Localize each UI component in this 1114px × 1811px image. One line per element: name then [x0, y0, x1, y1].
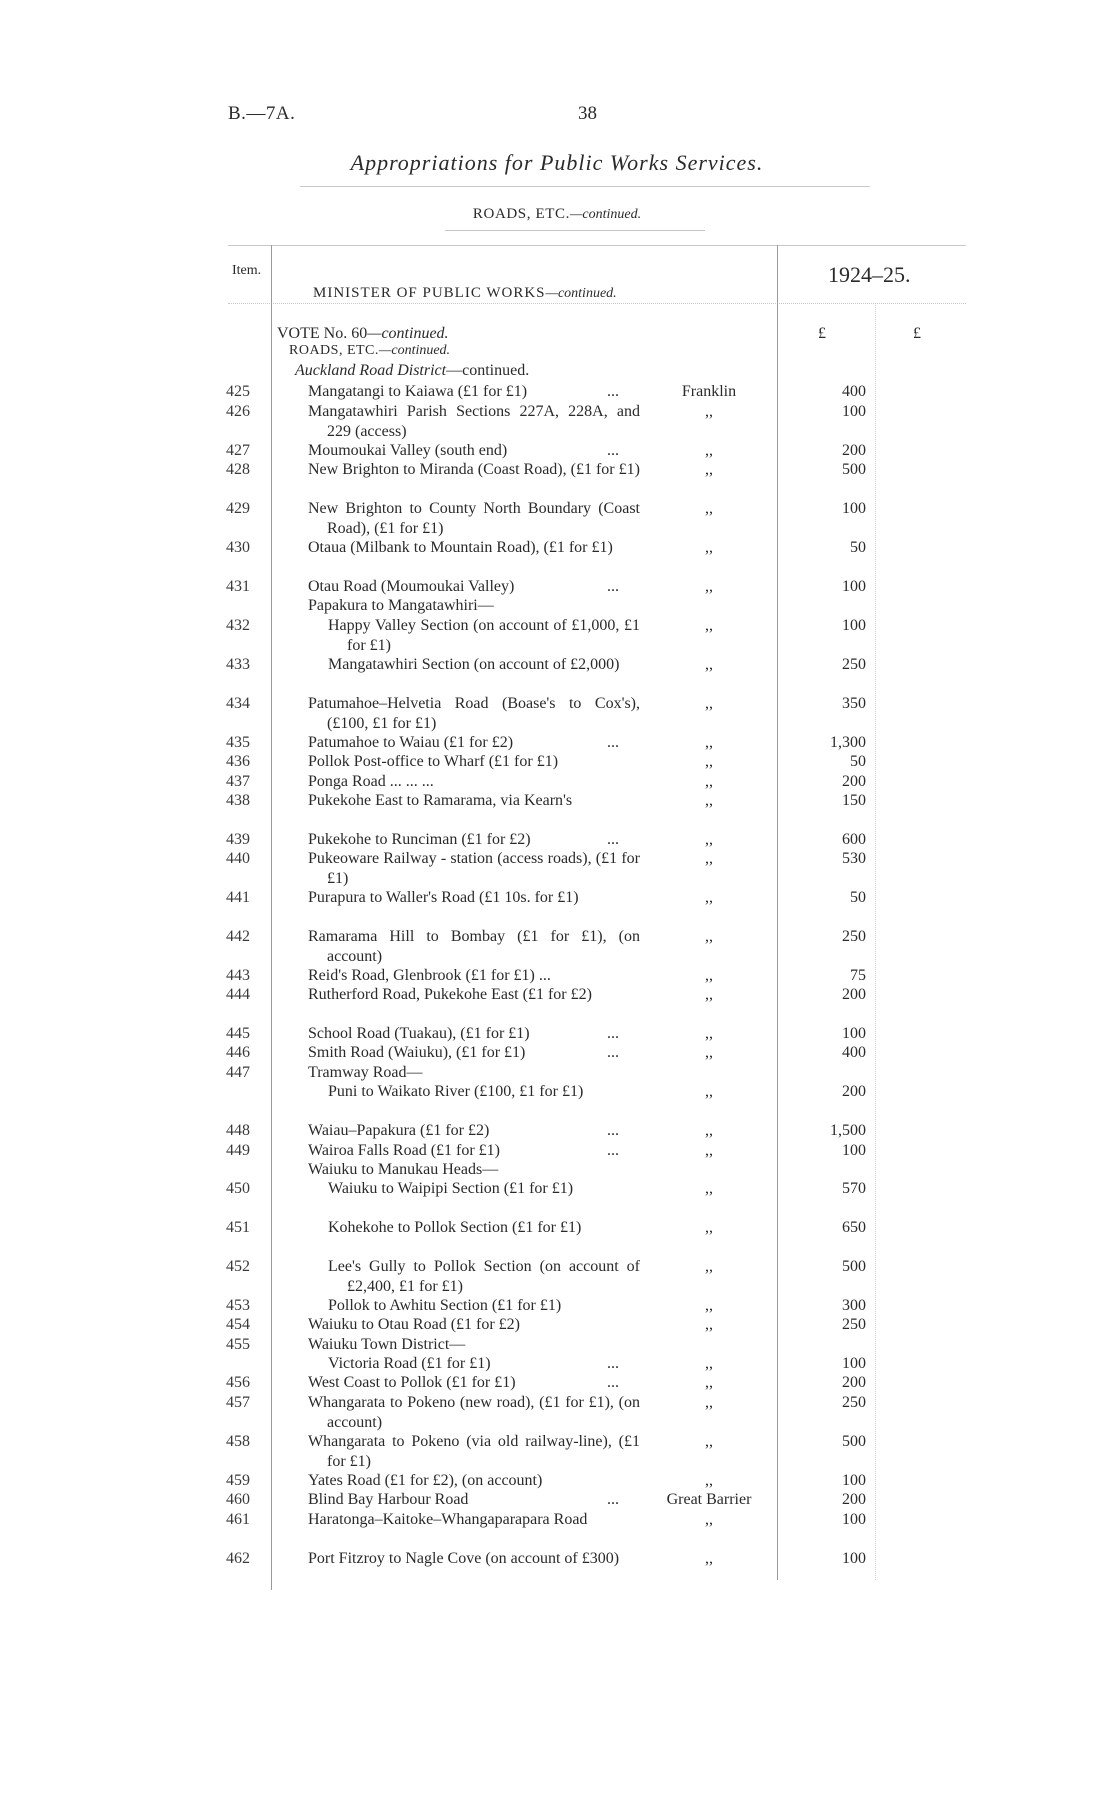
item-description [328, 1082, 640, 1102]
item-description-text: Waiuku Town District— [308, 1336, 466, 1353]
county-name: ,, [705, 500, 713, 517]
amount: 200 [842, 986, 866, 1003]
item-number: 449 [226, 1142, 250, 1159]
item-description [308, 538, 640, 558]
subtitle-main: ROADS, ETC. [472, 206, 570, 222]
leader-dots: ... [607, 1355, 619, 1372]
item-number: 456 [226, 1374, 250, 1391]
item-description [308, 772, 640, 792]
item-number: 437 [226, 773, 250, 790]
amount: 500 [842, 1258, 866, 1275]
item-description-text: Waiuku to Otau Road (£1 for £2) [308, 1316, 520, 1333]
county-name: ,, [705, 1258, 713, 1275]
county-name: ,, [705, 1083, 713, 1100]
item-description-text: Reid's Road, Glenbrook (£1 for £1) ... [308, 967, 551, 984]
item-description-text: Pukeoware Railway - station (access roads), (£1 for £1) [308, 850, 640, 887]
item-number: 453 [226, 1297, 250, 1314]
amount: 100 [842, 403, 866, 420]
district-main: Auckland Road District [295, 362, 447, 379]
leader-dots: ... [607, 1491, 619, 1508]
item-number: 446 [226, 1044, 250, 1061]
item-description [308, 849, 640, 888]
leader-dots: ... [607, 1122, 619, 1139]
item-description [328, 1354, 640, 1374]
county-name: ,, [705, 1433, 713, 1450]
item-description-text: Patumahoe to Waiau (£1 for £2) [308, 734, 514, 751]
county-name: ,, [705, 1511, 713, 1528]
item-description-text: Papakura to Mangatawhiri— [308, 597, 494, 614]
county-name: ,, [705, 928, 713, 945]
item-number: 451 [226, 1219, 250, 1236]
item-description [308, 1024, 640, 1044]
item-description-text: Puni to Waikato River (£100, £1 for £1) [328, 1083, 584, 1100]
leader-dots: ... [607, 1044, 619, 1061]
item-number: 430 [226, 539, 250, 556]
item-description-text: Haratonga–Kaitoke–Whangaparapara Road [308, 1511, 588, 1528]
item-description [308, 1121, 640, 1141]
item-description [328, 616, 640, 655]
amount: 100 [842, 500, 866, 517]
amount: 150 [842, 792, 866, 809]
county-name: ,, [705, 656, 713, 673]
item-number: 445 [226, 1025, 250, 1042]
column-header-item: Item. [232, 263, 262, 278]
item-description [308, 1549, 640, 1569]
item-description-text: Rutherford Road, Pukekohe East (£1 for £2) [308, 986, 592, 1003]
item-description [308, 441, 640, 461]
county-name: ,, [705, 1472, 713, 1489]
county-name: ,, [705, 889, 713, 906]
amount: 200 [842, 773, 866, 790]
item-description-text: Mangatawhiri Section (on account of £2,000) [328, 656, 620, 673]
item-description-text: Yates Road (£1 for £2), (on account) [308, 1472, 543, 1489]
item-description [308, 985, 640, 1005]
item-description-text: Tramway Road— [308, 1064, 423, 1081]
page-code: B.—7A. [228, 103, 296, 124]
item-number: 432 [226, 617, 250, 634]
item-description-text: Mangatawhiri Parish Sections 227A, 228A, and 229 (access) [308, 403, 640, 440]
county-name: ,, [705, 1297, 713, 1314]
amount: 650 [842, 1219, 866, 1236]
district-heading [295, 362, 529, 380]
leader-dots: ... [607, 442, 619, 459]
amount: 530 [842, 850, 866, 867]
item-number: 450 [226, 1180, 250, 1197]
item-description-text: Patumahoe–Helvetia Road (Boase's to Cox's), (£100, £1 for £1) [308, 695, 640, 732]
item-description-text: Waiau–Papakura (£1 for £2) [308, 1122, 490, 1139]
amount: 250 [842, 1394, 866, 1411]
item-description [328, 1257, 640, 1296]
item-number: 440 [226, 850, 250, 867]
item-description-text: Pukekohe East to Ramarama, via Kearn's [308, 792, 573, 809]
item-number: 438 [226, 792, 250, 809]
minister-main: MINISTER OF PUBLIC WORKS [313, 285, 546, 301]
amount: 600 [842, 831, 866, 848]
item-description-text: Purapura to Waller's Road (£1 10s. for £1) [308, 889, 579, 906]
county-name: ,, [705, 403, 713, 420]
item-number: 454 [226, 1316, 250, 1333]
item-description [308, 577, 640, 597]
item-number: 452 [226, 1258, 250, 1275]
item-number: 447 [226, 1064, 250, 1081]
item-number: 425 [226, 383, 250, 400]
item-description-text: Whangarata to Pokeno (new road), (£1 for £1), (on account) [308, 1394, 640, 1431]
item-description [308, 888, 640, 908]
county-name: ,, [705, 986, 713, 1003]
item-description-text: Kohekohe to Pollok Section (£1 for £1) [328, 1219, 582, 1236]
subtitle-cont: —continued. [569, 207, 642, 222]
item-description-text: Smith Road (Waiuku), (£1 for £1) [308, 1044, 526, 1061]
column-header-year: 1924–25. [828, 262, 911, 287]
amount: 200 [842, 442, 866, 459]
column-divider-county [777, 245, 778, 1580]
county-name: ,, [705, 617, 713, 634]
amount: 200 [842, 1491, 866, 1508]
item-number: 429 [226, 500, 250, 517]
roads-cont: —continued. [378, 343, 451, 358]
item-description [328, 655, 640, 675]
item-number: 461 [226, 1511, 250, 1528]
leader-dots: ... [607, 1142, 619, 1159]
amount: 250 [842, 656, 866, 673]
item-number: 444 [226, 986, 250, 1003]
county-name: ,, [705, 792, 713, 809]
item-description-text: Victoria Road (£1 for £1) [328, 1355, 491, 1372]
leader-dots: ... [607, 1374, 619, 1391]
item-description-text: Wairoa Falls Road (£1 for £1) [308, 1142, 500, 1159]
county-name: ,, [705, 773, 713, 790]
county-name: Franklin [681, 383, 737, 400]
item-description [308, 1471, 640, 1491]
item-number: 462 [226, 1550, 250, 1567]
item-description [308, 752, 640, 772]
county-name: ,, [705, 578, 713, 595]
item-description-text: Otau Road (Moumoukai Valley) [308, 578, 515, 595]
amount: 500 [842, 461, 866, 478]
item-description-text: West Coast to Pollok (£1 for £1) [308, 1374, 516, 1391]
subtitle-rule [445, 230, 705, 231]
county-name: ,, [705, 1180, 713, 1197]
county-name: ,, [705, 1355, 713, 1372]
amount: 100 [842, 578, 866, 595]
county-name: ,, [705, 695, 713, 712]
item-description [308, 1335, 640, 1355]
item-description [308, 1432, 640, 1471]
item-number: 460 [226, 1491, 250, 1508]
item-description [308, 499, 640, 538]
item-description-text: Otaua (Milbank to Mountain Road), (£1 for £1) [308, 539, 613, 556]
item-number: 427 [226, 442, 250, 459]
item-number: 441 [226, 889, 250, 906]
amount: 50 [850, 539, 866, 556]
table-header-rule [228, 303, 966, 304]
item-number: 436 [226, 753, 250, 770]
amount: 1,500 [830, 1122, 866, 1139]
amount: 50 [850, 889, 866, 906]
amount: 250 [842, 1316, 866, 1333]
item-description [308, 1490, 640, 1510]
county-name: ,, [705, 1394, 713, 1411]
item-description-text: Pollok to Awhitu Section (£1 for £1) [328, 1297, 562, 1314]
item-description-text: Blind Bay Harbour Road [308, 1491, 469, 1508]
amount: 300 [842, 1297, 866, 1314]
item-description [308, 694, 640, 733]
item-description [308, 791, 640, 811]
county-name: ,, [705, 1025, 713, 1042]
leader-dots: ... [607, 1025, 619, 1042]
item-description [308, 382, 640, 402]
item-description [308, 830, 640, 850]
county-name: ,, [705, 734, 713, 751]
item-description [308, 966, 640, 986]
county-name: ,, [705, 831, 713, 848]
county-name: ,, [705, 1550, 713, 1567]
county-name: ,, [705, 1316, 713, 1333]
item-number: 458 [226, 1433, 250, 1450]
county-name: ,, [705, 539, 713, 556]
county-name: ,, [705, 442, 713, 459]
pound-sign-amount: £ [818, 325, 826, 342]
item-number: 435 [226, 734, 250, 751]
item-description [308, 1393, 640, 1432]
item-description-text: Lee's Gully to Pollok Section (on account of £2,400, £1 for £1) [328, 1258, 640, 1295]
item-description [308, 402, 640, 441]
item-number: 455 [226, 1336, 250, 1353]
item-description [308, 733, 640, 753]
item-description [308, 1510, 640, 1530]
page-title: Appropriations for Public Works Services. [350, 150, 764, 175]
item-number: 439 [226, 831, 250, 848]
amount: 100 [842, 1550, 866, 1567]
item-description [308, 1160, 640, 1180]
item-number: 428 [226, 461, 250, 478]
item-description [328, 1296, 640, 1316]
item-description [308, 460, 640, 480]
amount: 500 [842, 1433, 866, 1450]
item-description-text: Ramarama Hill to Bombay (£1 for £1), (on account) [308, 928, 640, 965]
county-name: ,, [705, 850, 713, 867]
item-description [308, 1315, 640, 1335]
county-name: ,, [705, 1219, 713, 1236]
amount: 570 [842, 1180, 866, 1197]
item-description-text: Pollok Post-office to Wharf (£1 for £1) [308, 753, 559, 770]
district-cont: —continued. [446, 362, 530, 379]
item-description-text: New Brighton to County North Boundary (Coast Road), (£1 for £1) [308, 500, 640, 537]
amount: 100 [842, 1025, 866, 1042]
item-description [308, 1373, 640, 1393]
item-number: 431 [226, 578, 250, 595]
county-name: Great Barrier [666, 1491, 752, 1508]
amount: 350 [842, 695, 866, 712]
item-description-text: Whangarata to Pokeno (via old railway-line), (£1 for £1) [308, 1433, 640, 1470]
section-subtitle [0, 206, 1114, 223]
item-description-text: Waiuku to Waipipi Section (£1 for £1) [328, 1180, 574, 1197]
item-description-text: Mangatangi to Kaiawa (£1 for £1) [308, 383, 528, 400]
county-name: ,, [705, 1122, 713, 1139]
amount: 200 [842, 1374, 866, 1391]
county-name: ,, [705, 967, 713, 984]
county-name: ,, [705, 461, 713, 478]
county-name: ,, [705, 1142, 713, 1159]
item-number: 433 [226, 656, 250, 673]
amount: 100 [842, 1472, 866, 1489]
page-number: 38 [578, 103, 597, 124]
roads-heading [289, 343, 450, 359]
item-description [308, 1063, 640, 1083]
item-number: 442 [226, 928, 250, 945]
column-divider-item [271, 245, 272, 1590]
item-description [308, 1043, 640, 1063]
amount: 100 [842, 1355, 866, 1372]
amount: 100 [842, 1511, 866, 1528]
item-description-text: School Road (Tuakau), (£1 for £1) [308, 1025, 530, 1042]
amount: 50 [850, 753, 866, 770]
item-description-text: Pukekohe to Runciman (£1 for £2) [308, 831, 531, 848]
table-top-rule [228, 245, 966, 246]
item-description-text: Ponga Road ... ... ... [308, 773, 434, 790]
item-number: 443 [226, 967, 250, 984]
item-number: 434 [226, 695, 250, 712]
item-description-text: Moumoukai Valley (south end) [308, 442, 508, 459]
item-description [308, 596, 640, 616]
item-description [328, 1179, 640, 1199]
item-description [328, 1218, 640, 1238]
title-rule [300, 186, 870, 187]
leader-dots: ... [607, 734, 619, 751]
minister-cont: —continued. [545, 286, 617, 301]
amount: 1,300 [830, 734, 866, 751]
column-divider-amount [875, 305, 876, 1580]
amount: 100 [842, 1142, 866, 1159]
leader-dots: ... [607, 578, 619, 595]
amount: 400 [842, 383, 866, 400]
amount: 75 [850, 967, 866, 984]
item-number: 457 [226, 1394, 250, 1411]
item-description-text: Port Fitzroy to Nagle Cove (on account of £300) [308, 1550, 620, 1567]
county-name: ,, [705, 753, 713, 770]
minister-heading [313, 285, 617, 302]
county-name: ,, [705, 1374, 713, 1391]
item-number: 459 [226, 1472, 250, 1489]
leader-dots: ... [607, 383, 619, 400]
amount: 250 [842, 928, 866, 945]
item-description [308, 1141, 640, 1161]
item-description [308, 927, 640, 966]
item-number: 448 [226, 1122, 250, 1139]
item-description-text: Happy Valley Section (on account of £1,000, £1 for £1) [328, 617, 640, 654]
amount: 100 [842, 617, 866, 634]
vote-main: VOTE No. 60 [277, 325, 368, 342]
amount: 400 [842, 1044, 866, 1061]
amount: 200 [842, 1083, 866, 1100]
item-description-text: Waiuku to Manukau Heads— [308, 1161, 499, 1178]
leader-dots: ... [607, 831, 619, 848]
pound-sign-total: £ [913, 325, 921, 342]
county-name: ,, [705, 1044, 713, 1061]
roads-main: ROADS, ETC. [289, 343, 379, 358]
vote-heading [277, 325, 449, 343]
item-number: 426 [226, 403, 250, 420]
vote-cont: —continued. [367, 325, 449, 342]
item-description-text: New Brighton to Miranda (Coast Road), (£1 for £1) [308, 461, 640, 478]
